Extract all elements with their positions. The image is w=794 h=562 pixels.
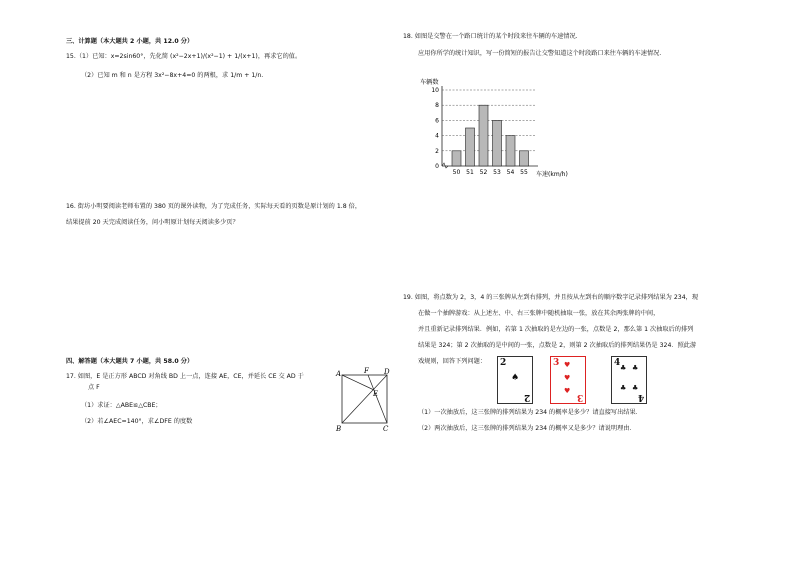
club-icon: ♣ xyxy=(620,364,627,372)
q15-part2: （2）已知 m 和 n 是方程 3x²−8x+4=0 的两根，求 1/m + 1/n. xyxy=(81,72,264,79)
section4-title: 四、解答题（本大题共 7 小题，共 58.0 分） xyxy=(66,358,194,365)
section3-title: 三、计算题（本大题共 2 小题，共 12.0 分） xyxy=(66,38,194,45)
y-tick-label: 4 xyxy=(435,132,439,140)
q18-line2: 应用你所学的统计知识，写一份简短的报告让交警知道这个时段路口来往车辆的车速情况. xyxy=(418,50,662,57)
q15-part1: 15.（1）已知：x=2sin60°，先化简 (x²−2x+1)/(x²−1) + 1/(x+1)，再求它的值。 xyxy=(66,53,302,60)
q16-line1: 16. 街坊小明要阅读老师布置的 380 页的课外读物，为了完成任务，实际每天看的页数是原计划的 1.8 倍， xyxy=(66,203,362,210)
y-tick-label: 0 xyxy=(435,163,439,170)
card-rank: 2 xyxy=(500,358,507,368)
segment-cf xyxy=(368,375,387,423)
q19-sub2: （2）两次抽放后，这三张牌的排列结果为 234 的概率又是多少？请说明理由． xyxy=(418,425,636,432)
y-tick-label: 2 xyxy=(435,147,439,155)
club-icon: ♣ xyxy=(620,384,627,392)
y-tick-label: 10 xyxy=(431,87,439,94)
bar-53 xyxy=(493,120,502,166)
chart-xlabel: 车速(km/h) xyxy=(536,171,568,178)
card-rank-bottom: 2 xyxy=(523,392,530,402)
y-tick-label: 8 xyxy=(435,102,439,110)
q19-line4: 结果是 324；第 2 次抽取的是中间的一张，点数是 2，则第 2 次抽取后的排列结果仍是 324．照此游 xyxy=(418,342,697,349)
heart-icon: ♥ xyxy=(564,374,571,382)
q17-line1: 17. 如图，E 是正方形 ABCD 对角线 BD 上一点，连接 AE，CE，并延长 CE 交 AD 于 xyxy=(66,373,304,380)
bar-52 xyxy=(479,105,488,166)
y-tick-label: 6 xyxy=(435,117,439,125)
x-tick-label: 53 xyxy=(493,169,501,176)
x-tick-label: 51 xyxy=(466,169,474,176)
q17-sub1: （1）求证：△ABE≌△CBE； xyxy=(81,402,162,409)
label-e: E xyxy=(373,390,379,398)
q19-line2: 在做一个抽牌游戏：从上述左、中、右三张牌中随机抽取一张，放在其余两张牌的中间， xyxy=(418,310,660,317)
card-rank-bottom: 4 xyxy=(637,392,644,402)
axis-break xyxy=(442,163,448,168)
square-figure xyxy=(332,366,392,434)
club-icon: ♣ xyxy=(632,364,639,372)
card-2-spades xyxy=(497,356,533,404)
q19-line3: 并且重新记录排列结果．例如，若第 1 次抽取的是左边的一张，点数是 2，那么第 1 次抽取后的排列 xyxy=(418,326,694,333)
card-rank: 4 xyxy=(614,358,621,368)
q19-sub1: （1）一次抽放后，这三张牌的排列结果为 234 的概率是多少？请直接写出结果． xyxy=(418,409,642,416)
spade-icon: ♠ xyxy=(511,373,520,383)
card-rank: 3 xyxy=(553,358,560,368)
x-tick-label: 50 xyxy=(452,169,461,176)
x-tick-label: 55 xyxy=(520,169,528,176)
q17-line2: 点 F xyxy=(88,384,100,391)
label-f: F xyxy=(364,367,369,375)
heart-icon: ♥ xyxy=(564,361,571,369)
bar-51 xyxy=(466,128,475,166)
label-d: D xyxy=(384,368,390,376)
chart-ylabel: 车辆数 xyxy=(420,79,439,86)
card-rank-bottom: 3 xyxy=(576,392,583,402)
x-tick-label: 54 xyxy=(506,169,515,176)
club-icon: ♣ xyxy=(632,384,639,392)
q16-line2: 结果提前 20 天完成阅读任务，问小明原计划每天阅读多少页？ xyxy=(66,219,239,226)
speed-bar-chart xyxy=(418,76,568,182)
card-3-hearts xyxy=(550,356,586,404)
label-b: B xyxy=(336,425,342,433)
bar-55 xyxy=(520,151,529,166)
diagonal-bd xyxy=(342,375,387,423)
q18-line1: 18. 如图是交警在一个路口统计的某个时段来往车辆的车速情况. xyxy=(403,33,578,40)
bar-54 xyxy=(506,136,515,166)
label-a: A xyxy=(336,370,342,378)
q17-sub2: （2）若∠AEC=140°，求∠DFE 的度数 xyxy=(81,418,193,425)
bar-50 xyxy=(452,151,461,166)
heart-icon: ♥ xyxy=(564,387,571,395)
q19-line1: 19. 如图，将点数为 2，3，4 的三张牌从左到右排列，并且按从左到右的顺序数字记录排列结果为 234，现 xyxy=(403,294,699,301)
label-c: C xyxy=(383,425,389,433)
x-tick-label: 52 xyxy=(479,169,488,176)
card-4-clubs xyxy=(611,356,647,404)
q19-line5: 戏规则，回答下列问题： xyxy=(418,358,487,365)
